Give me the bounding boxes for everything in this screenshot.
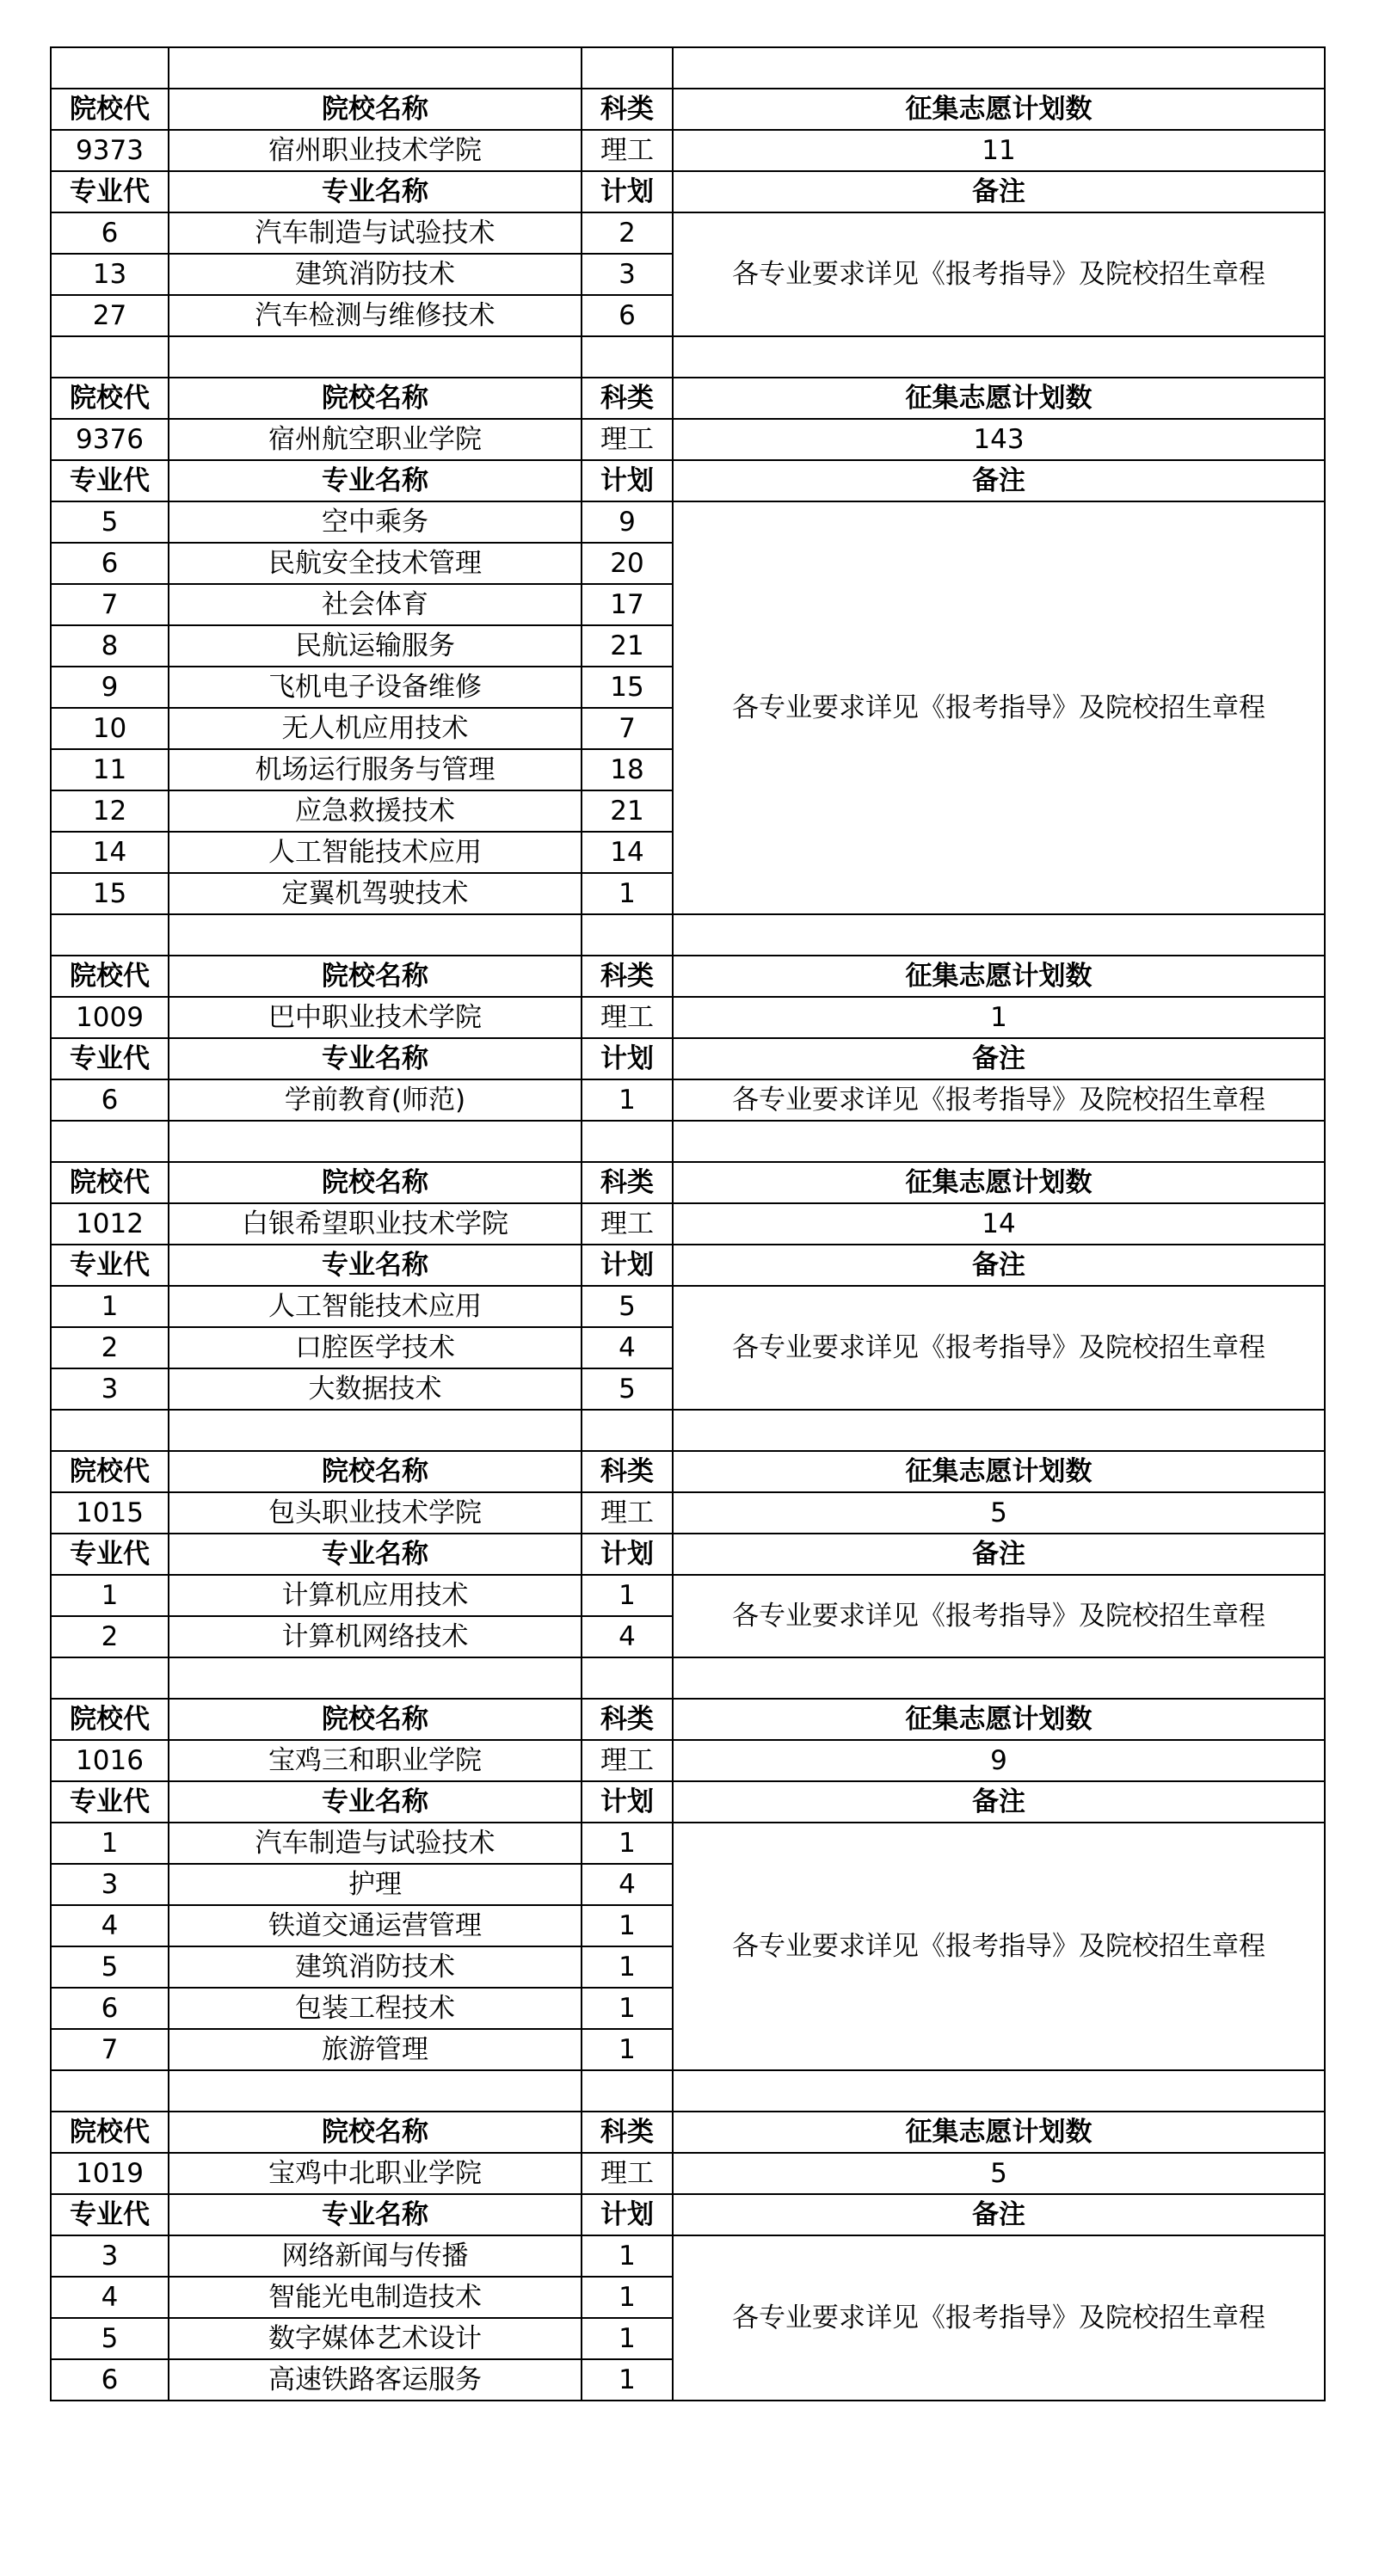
header-quota: 征集志愿计划数 [673,89,1325,130]
empty-cell [582,1121,673,1162]
major-plan: 1 [582,1988,673,2029]
header-quota: 征集志愿计划数 [673,2112,1325,2153]
major-name: 定翼机驾驶技术 [169,873,582,914]
school-category: 理工 [582,2153,673,2194]
major-name: 包装工程技术 [169,1988,582,2029]
school-quota: 5 [673,2153,1325,2194]
major-code: 4 [51,1905,169,1946]
empty-cell [582,914,673,956]
header-school-code: 院校代 [51,378,169,419]
school-category: 理工 [582,997,673,1038]
major-code: 5 [51,501,169,543]
header-major-code: 专业代 [51,1245,169,1286]
school-header-row [51,1451,1325,1492]
remark-note: 各专业要求详见《报考指导》及院校招生章程 [673,2235,1325,2401]
header-school-code: 院校代 [51,1699,169,1740]
major-header-row [51,171,1325,212]
header-school-code: 院校代 [51,1162,169,1203]
major-plan: 5 [582,1368,673,1410]
major-header-row [51,1534,1325,1575]
major-plan: 14 [582,832,673,873]
major-code: 9 [51,667,169,708]
major-code: 13 [51,254,169,295]
major-name: 网络新闻与传播 [169,2235,582,2277]
empty-cell [582,1410,673,1451]
major-plan: 1 [582,1946,673,1988]
major-plan: 2 [582,212,673,254]
major-name: 机场运行服务与管理 [169,749,582,790]
school-name: 宝鸡中北职业学院 [169,2153,582,2194]
major-code: 1 [51,1575,169,1616]
school-quota: 143 [673,419,1325,460]
major-code: 27 [51,295,169,336]
major-name: 学前教育(师范) [169,1079,582,1121]
header-category: 科类 [582,956,673,997]
school-info-row [51,2153,1325,2194]
school-code: 1016 [51,1740,169,1781]
header-category: 科类 [582,2112,673,2153]
major-plan: 1 [582,2235,673,2277]
major-code: 6 [51,2359,169,2401]
major-name: 汽车制造与试验技术 [169,1823,582,1864]
major-name: 护理 [169,1864,582,1905]
school-code: 1012 [51,1203,169,1245]
school-category: 理工 [582,1203,673,1245]
empty-cell [673,2070,1325,2112]
header-school-name: 院校名称 [169,1699,582,1740]
header-remark: 备注 [673,1781,1325,1823]
major-plan: 1 [582,2318,673,2359]
school-name: 巴中职业技术学院 [169,997,582,1038]
empty-cell [51,2070,169,2112]
empty-cell [169,1410,582,1451]
header-plan: 计划 [582,2194,673,2235]
school-quota: 9 [673,1740,1325,1781]
header-remark: 备注 [673,1534,1325,1575]
header-major-code: 专业代 [51,460,169,501]
school-header-row [51,1699,1325,1740]
major-row [51,501,1325,543]
header-remark: 备注 [673,1245,1325,1286]
empty-cell [673,336,1325,378]
major-code: 6 [51,543,169,584]
header-plan: 计划 [582,1534,673,1575]
empty-cell [673,1657,1325,1699]
major-row [51,2235,1325,2277]
empty-cell [51,1121,169,1162]
major-name: 人工智能技术应用 [169,832,582,873]
spacer-row [51,2070,1325,2112]
major-code: 5 [51,1946,169,1988]
major-plan: 1 [582,1079,673,1121]
header-category: 科类 [582,1451,673,1492]
header-plan: 计划 [582,1038,673,1079]
major-plan: 1 [582,1905,673,1946]
school-name: 宝鸡三和职业学院 [169,1740,582,1781]
header-major-name: 专业名称 [169,1534,582,1575]
major-header-row [51,460,1325,501]
major-plan: 4 [582,1864,673,1905]
school-name: 宿州职业技术学院 [169,130,582,171]
school-header-row [51,1162,1325,1203]
major-name: 数字媒体艺术设计 [169,2318,582,2359]
major-name: 高速铁路客运服务 [169,2359,582,2401]
header-major-code: 专业代 [51,2194,169,2235]
major-header-row [51,1038,1325,1079]
major-plan: 1 [582,2359,673,2401]
major-code: 3 [51,2235,169,2277]
school-info-row [51,1203,1325,1245]
school-header-row [51,89,1325,130]
major-name: 社会体育 [169,584,582,625]
header-quota: 征集志愿计划数 [673,956,1325,997]
empty-cell [51,914,169,956]
header-plan: 计划 [582,171,673,212]
header-school-code: 院校代 [51,1451,169,1492]
header-major-name: 专业名称 [169,2194,582,2235]
empty-cell [169,1657,582,1699]
major-code: 11 [51,749,169,790]
empty-cell [169,336,582,378]
major-plan: 1 [582,1575,673,1616]
empty-cell [51,1410,169,1451]
empty-cell [582,336,673,378]
header-remark: 备注 [673,2194,1325,2235]
major-code: 2 [51,1327,169,1368]
header-plan: 计划 [582,1245,673,1286]
major-row [51,1823,1325,1864]
school-code: 1019 [51,2153,169,2194]
spacer-row [51,47,1325,89]
major-name: 汽车检测与维修技术 [169,295,582,336]
major-name: 计算机应用技术 [169,1575,582,1616]
empty-cell [582,2070,673,2112]
major-name: 无人机应用技术 [169,708,582,749]
major-code: 7 [51,584,169,625]
remark-note: 各专业要求详见《报考指导》及院校招生章程 [673,1079,1325,1121]
major-code: 12 [51,790,169,832]
header-category: 科类 [582,89,673,130]
school-info-row [51,1492,1325,1534]
major-plan: 4 [582,1327,673,1368]
header-school-code: 院校代 [51,956,169,997]
header-major-code: 专业代 [51,1534,169,1575]
header-plan: 计划 [582,1781,673,1823]
major-code: 10 [51,708,169,749]
enrollment-plan-table [50,46,1326,2401]
major-code: 14 [51,832,169,873]
major-code: 6 [51,212,169,254]
empty-cell [169,2070,582,2112]
school-category: 理工 [582,419,673,460]
major-header-row [51,2194,1325,2235]
school-code: 9373 [51,130,169,171]
school-info-row [51,997,1325,1038]
major-name: 人工智能技术应用 [169,1286,582,1327]
header-quota: 征集志愿计划数 [673,1699,1325,1740]
major-code: 6 [51,1988,169,2029]
major-name: 智能光电制造技术 [169,2277,582,2318]
header-school-name: 院校名称 [169,1451,582,1492]
empty-cell [169,47,582,89]
major-plan: 9 [582,501,673,543]
spacer-row [51,914,1325,956]
major-code: 2 [51,1616,169,1657]
remark-note: 各专业要求详见《报考指导》及院校招生章程 [673,1286,1325,1410]
empty-cell [51,47,169,89]
spacer-row [51,336,1325,378]
major-name: 旅游管理 [169,2029,582,2070]
header-school-name: 院校名称 [169,2112,582,2153]
header-remark: 备注 [673,1038,1325,1079]
header-category: 科类 [582,1699,673,1740]
major-name: 飞机电子设备维修 [169,667,582,708]
empty-cell [51,1657,169,1699]
spacer-row [51,1410,1325,1451]
major-row [51,212,1325,254]
header-major-code: 专业代 [51,1038,169,1079]
major-plan: 20 [582,543,673,584]
major-name: 口腔医学技术 [169,1327,582,1368]
school-name: 宿州航空职业学院 [169,419,582,460]
major-plan: 15 [582,667,673,708]
header-category: 科类 [582,378,673,419]
school-category: 理工 [582,1740,673,1781]
header-major-name: 专业名称 [169,171,582,212]
major-name: 铁道交通运营管理 [169,1905,582,1946]
major-code: 8 [51,625,169,667]
header-major-name: 专业名称 [169,1781,582,1823]
major-plan: 21 [582,790,673,832]
major-name: 建筑消防技术 [169,254,582,295]
major-code: 3 [51,1368,169,1410]
school-code: 1015 [51,1492,169,1534]
major-code: 6 [51,1079,169,1121]
school-info-row [51,419,1325,460]
major-code: 1 [51,1286,169,1327]
major-row [51,1575,1325,1616]
major-code: 3 [51,1864,169,1905]
school-category: 理工 [582,1492,673,1534]
school-name: 包头职业技术学院 [169,1492,582,1534]
major-plan: 6 [582,295,673,336]
major-plan: 1 [582,2277,673,2318]
major-plan: 4 [582,1616,673,1657]
school-header-row [51,956,1325,997]
empty-cell [582,47,673,89]
major-code: 15 [51,873,169,914]
major-plan: 5 [582,1286,673,1327]
remark-note: 各专业要求详见《报考指导》及院校招生章程 [673,1575,1325,1657]
spacer-row [51,1657,1325,1699]
major-plan: 3 [582,254,673,295]
major-name: 应急救援技术 [169,790,582,832]
major-header-row [51,1245,1325,1286]
major-name: 空中乘务 [169,501,582,543]
major-row [51,1079,1325,1121]
header-school-name: 院校名称 [169,89,582,130]
school-info-row [51,1740,1325,1781]
school-header-row [51,2112,1325,2153]
header-major-name: 专业名称 [169,1038,582,1079]
major-plan: 17 [582,584,673,625]
major-code: 1 [51,1823,169,1864]
header-school-code: 院校代 [51,2112,169,2153]
header-school-name: 院校名称 [169,1162,582,1203]
major-code: 4 [51,2277,169,2318]
spacer-row [51,1121,1325,1162]
major-name: 计算机网络技术 [169,1616,582,1657]
header-school-name: 院校名称 [169,378,582,419]
header-remark: 备注 [673,460,1325,501]
empty-cell [169,1121,582,1162]
header-school-code: 院校代 [51,89,169,130]
header-school-name: 院校名称 [169,956,582,997]
school-header-row [51,378,1325,419]
header-major-name: 专业名称 [169,460,582,501]
school-quota: 1 [673,997,1325,1038]
header-major-code: 专业代 [51,171,169,212]
remark-note: 各专业要求详见《报考指导》及院校招生章程 [673,212,1325,336]
major-name: 民航安全技术管理 [169,543,582,584]
school-code: 1009 [51,997,169,1038]
school-category: 理工 [582,130,673,171]
major-plan: 7 [582,708,673,749]
school-name: 白银希望职业技术学院 [169,1203,582,1245]
header-plan: 计划 [582,460,673,501]
empty-cell [51,336,169,378]
header-quota: 征集志愿计划数 [673,378,1325,419]
school-quota: 14 [673,1203,1325,1245]
major-plan: 1 [582,873,673,914]
school-info-row [51,130,1325,171]
school-quota: 5 [673,1492,1325,1534]
major-name: 民航运输服务 [169,625,582,667]
major-header-row [51,1781,1325,1823]
remark-note: 各专业要求详见《报考指导》及院校招生章程 [673,501,1325,914]
major-name: 大数据技术 [169,1368,582,1410]
major-plan: 21 [582,625,673,667]
empty-cell [673,914,1325,956]
major-row [51,1286,1325,1327]
header-remark: 备注 [673,171,1325,212]
empty-cell [673,47,1325,89]
major-plan: 1 [582,2029,673,2070]
header-major-name: 专业名称 [169,1245,582,1286]
header-quota: 征集志愿计划数 [673,1162,1325,1203]
header-quota: 征集志愿计划数 [673,1451,1325,1492]
school-code: 9376 [51,419,169,460]
empty-cell [169,914,582,956]
major-code: 5 [51,2318,169,2359]
major-plan: 18 [582,749,673,790]
empty-cell [673,1121,1325,1162]
major-plan: 1 [582,1823,673,1864]
major-name: 汽车制造与试验技术 [169,212,582,254]
empty-cell [673,1410,1325,1451]
major-code: 7 [51,2029,169,2070]
major-name: 建筑消防技术 [169,1946,582,1988]
empty-cell [582,1657,673,1699]
school-quota: 11 [673,130,1325,171]
header-major-code: 专业代 [51,1781,169,1823]
header-category: 科类 [582,1162,673,1203]
remark-note: 各专业要求详见《报考指导》及院校招生章程 [673,1823,1325,2070]
